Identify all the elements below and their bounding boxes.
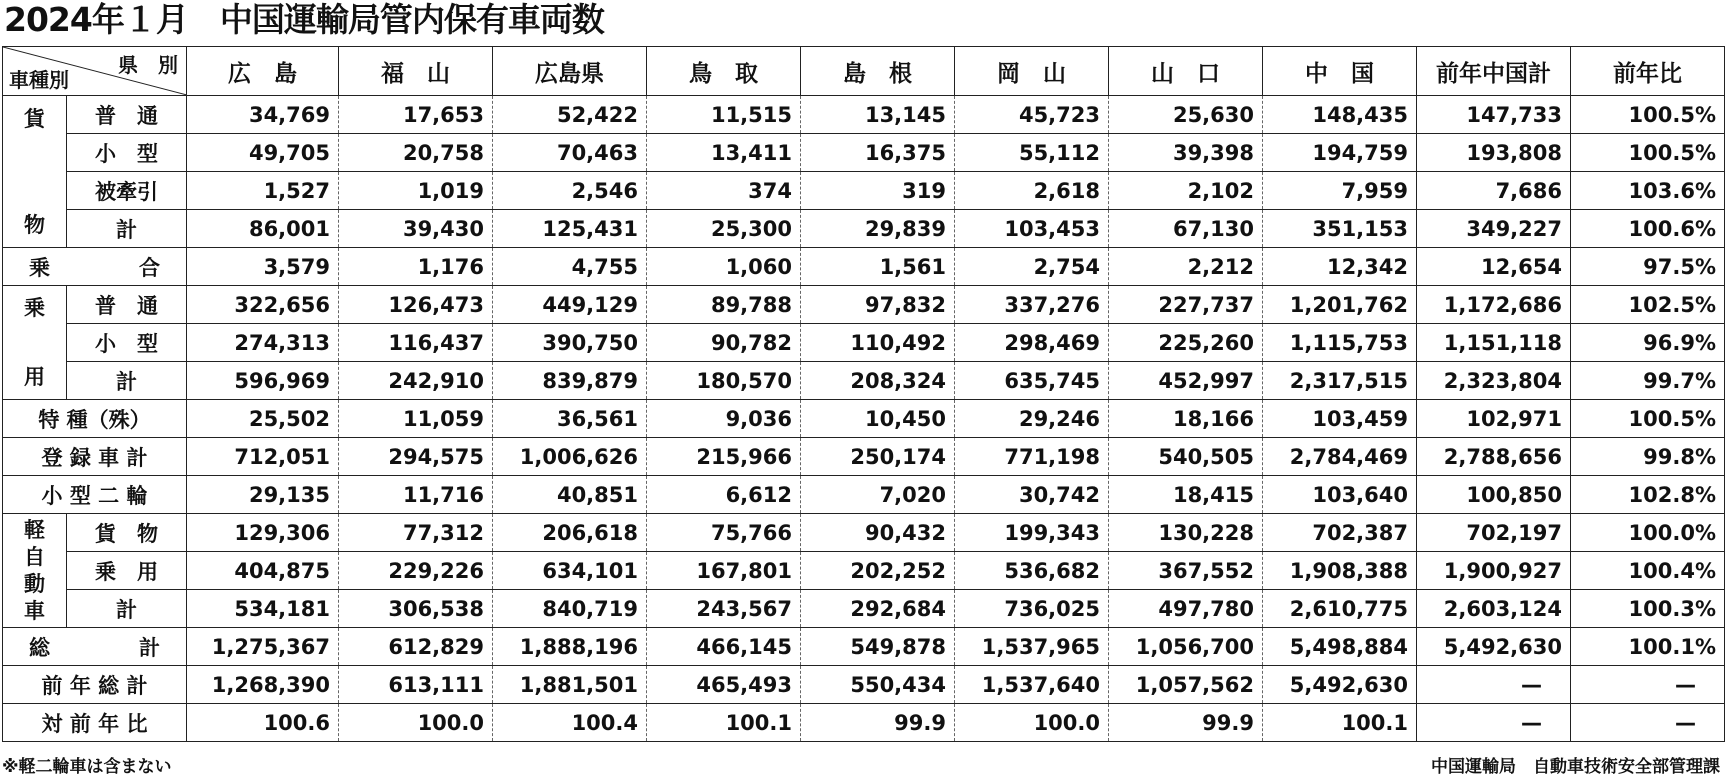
value-cell: 147,733 [1417,96,1571,134]
value-cell: 2,323,804 [1417,362,1571,400]
value-cell: 2,618 [955,172,1109,210]
value-cell: 208,324 [801,362,955,400]
value-cell: 7,959 [1263,172,1417,210]
value-cell: 702,197 [1417,514,1571,552]
value-cell: 100.4% [1571,552,1725,590]
value-cell: 100.6% [1571,210,1725,248]
value-cell: 103,453 [955,210,1109,248]
value-cell: 2,212 [1109,248,1263,286]
value-cell: 13,411 [647,134,801,172]
col-header: 島 根 [801,47,955,96]
group-label-jouyou-char: 乗 [24,296,45,320]
value-cell: 7,686 [1417,172,1571,210]
table-row [3,362,1725,400]
row-sublabel: 普 通 [67,96,187,134]
value-cell: 2,754 [955,248,1109,286]
value-cell: 29,135 [187,476,339,514]
group-label-kei-char: 車 [24,598,45,623]
col-header: 福 山 [339,47,493,96]
value-cell: 39,398 [1109,134,1263,172]
value-cell: 103,459 [1263,400,1417,438]
value-cell: 242,910 [339,362,493,400]
value-cell: 39,430 [339,210,493,248]
value-cell: 100.5% [1571,400,1725,438]
row-label-noriai-b: 合 [139,255,160,280]
value-cell: 294,575 [339,438,493,476]
value-cell: 4,755 [493,248,647,286]
header-row [3,47,1725,96]
table-row [3,438,1725,476]
value-cell: 11,059 [339,400,493,438]
value-cell: 103,640 [1263,476,1417,514]
value-cell: 18,166 [1109,400,1263,438]
value-cell: 351,153 [1263,210,1417,248]
group-label-kamotsu-char: 物 [24,212,45,237]
table-row [3,248,1725,286]
row-sublabel: 普 通 [67,286,187,324]
corner-top-label: 県 別 [118,53,178,77]
value-cell: 225,260 [1109,324,1263,362]
table-row [3,324,1725,362]
row-sublabel: 被牽引 [67,172,187,210]
page-title: 2024年１月 中国運輸局管内保有車両数 [4,0,604,39]
value-cell: 96.9% [1571,324,1725,362]
value-cell: 13,145 [801,96,955,134]
value-cell: 206,618 [493,514,647,552]
value-cell: 243,567 [647,590,801,628]
value-cell: 129,306 [187,514,339,552]
value-cell: 306,538 [339,590,493,628]
table-row [3,628,1725,666]
col-header: 山 口 [1109,47,1263,96]
value-cell: 99.8% [1571,438,1725,476]
value-cell: 250,174 [801,438,955,476]
row-sublabel: 計 [67,362,187,400]
value-cell: 10,450 [801,400,955,438]
value-cell: 148,435 [1263,96,1417,134]
footnote: ※軽二輪車は含まない [2,757,172,777]
group-label-kamotsu-char: 貨 [24,106,45,131]
value-cell: 29,839 [801,210,955,248]
value-cell: 110,492 [801,324,955,362]
row-label-soukei-b: 計 [139,635,160,660]
value-cell: 274,313 [187,324,339,362]
col-header: 広島県 [493,47,647,96]
value-cell: 613,111 [339,666,493,704]
value-cell: 1,888,196 [493,628,647,666]
value-cell: 227,737 [1109,286,1263,324]
value-cell: 90,432 [801,514,955,552]
value-cell: 6,612 [647,476,801,514]
value-cell: 839,879 [493,362,647,400]
value-cell: 99.7% [1571,362,1725,400]
value-cell: 17,653 [339,96,493,134]
value-cell: 100.1 [1263,704,1417,742]
table-row [3,134,1725,172]
value-cell: 322,656 [187,286,339,324]
value-cell: 75,766 [647,514,801,552]
value-cell: 25,300 [647,210,801,248]
value-cell: 534,181 [187,590,339,628]
value-cell: 20,758 [339,134,493,172]
group-label-kamotsu [3,96,67,248]
table-row [3,590,1725,628]
value-cell: 100.0 [339,704,493,742]
row-sublabel: 計 [67,590,187,628]
value-cell: 202,252 [801,552,955,590]
value-cell: 702,387 [1263,514,1417,552]
value-cell: 116,437 [339,324,493,362]
group-label-kei-char: 動 [24,571,45,596]
table-row [3,704,1725,742]
value-cell: 229,226 [339,552,493,590]
value-cell: 1,527 [187,172,339,210]
row-sublabel: 計 [67,210,187,248]
value-cell: 7,020 [801,476,955,514]
value-cell: 3,579 [187,248,339,286]
value-cell: 45,723 [955,96,1109,134]
row-label-soukei [3,628,187,666]
value-cell: 125,431 [493,210,647,248]
value-cell: 1,057,562 [1109,666,1263,704]
value-cell: 298,469 [955,324,1109,362]
value-cell: 1,176 [339,248,493,286]
value-cell: 1,881,501 [493,666,647,704]
value-cell: 1,268,390 [187,666,339,704]
value-cell: 36,561 [493,400,647,438]
value-cell: 18,415 [1109,476,1263,514]
value-cell: 126,473 [339,286,493,324]
value-cell: 194,759 [1263,134,1417,172]
value-cell: 90,782 [647,324,801,362]
value-cell: 2,788,656 [1417,438,1571,476]
row-sublabel: 乗 用 [67,552,187,590]
value-cell: 70,463 [493,134,647,172]
col-header: 広 島 [187,47,339,96]
value-cell: 367,552 [1109,552,1263,590]
group-label-kei-stack [3,517,66,624]
value-cell: 319 [801,172,955,210]
value-cell: 16,375 [801,134,955,172]
value-cell: — [1571,666,1725,704]
value-cell: 102.5% [1571,286,1725,324]
value-cell: — [1571,704,1725,742]
table-row [3,514,1725,552]
value-cell: 550,434 [801,666,955,704]
value-cell: 30,742 [955,476,1109,514]
value-cell: 612,829 [339,628,493,666]
value-cell: 100,850 [1417,476,1571,514]
group-label-jouyou [3,286,67,400]
value-cell: 1,201,762 [1263,286,1417,324]
value-cell: 1,275,367 [187,628,339,666]
group-label-kei-char: 軽 [24,517,45,542]
value-cell: 540,505 [1109,438,1263,476]
value-cell: 100.1% [1571,628,1725,666]
value-cell: 452,997 [1109,362,1263,400]
value-cell: — [1417,704,1571,742]
value-cell: 5,492,630 [1263,666,1417,704]
table-row [3,96,1725,134]
value-cell: 100.5% [1571,96,1725,134]
value-cell: 1,019 [339,172,493,210]
group-label-kamotsu-stack [3,104,66,240]
value-cell: 349,227 [1417,210,1571,248]
value-cell: 86,001 [187,210,339,248]
value-cell: 29,246 [955,400,1109,438]
row-sublabel: 小 型 [67,134,187,172]
value-cell: 40,851 [493,476,647,514]
value-cell: 2,610,775 [1263,590,1417,628]
row-label-kogata2: 小 型 二 輪 [3,476,187,514]
value-cell: 536,682 [955,552,1109,590]
value-cell: 167,801 [647,552,801,590]
value-cell: 1,115,753 [1263,324,1417,362]
table-row [3,400,1725,438]
value-cell: 1,908,388 [1263,552,1417,590]
group-label-jouyou-stack [3,293,66,392]
row-label-zennen: 前 年 総 計 [3,666,187,704]
value-cell: 180,570 [647,362,801,400]
group-label-jouyou-char: 用 [24,365,45,389]
value-cell: 99.9 [801,704,955,742]
value-cell: 2,784,469 [1263,438,1417,476]
value-cell: 374 [647,172,801,210]
value-cell: 635,745 [955,362,1109,400]
value-cell: 12,654 [1417,248,1571,286]
table-row [3,476,1725,514]
value-cell: 100.0 [955,704,1109,742]
value-cell: 11,716 [339,476,493,514]
value-cell: 1,006,626 [493,438,647,476]
value-cell: 52,422 [493,96,647,134]
value-cell: 49,705 [187,134,339,172]
value-cell: 2,546 [493,172,647,210]
value-cell: 100.1 [647,704,801,742]
value-cell: 840,719 [493,590,647,628]
value-cell: 2,317,515 [1263,362,1417,400]
value-cell: 712,051 [187,438,339,476]
value-cell: 89,788 [647,286,801,324]
value-cell: 449,129 [493,286,647,324]
value-cell: — [1417,666,1571,704]
table-row [3,210,1725,248]
value-cell: 25,630 [1109,96,1263,134]
group-label-kei [3,514,67,628]
value-cell: 97,832 [801,286,955,324]
value-cell: 404,875 [187,552,339,590]
corner-bottom-label: 車種別 [9,68,69,92]
value-cell: 102.8% [1571,476,1725,514]
corner-header [3,47,187,96]
value-cell: 1,056,700 [1109,628,1263,666]
value-cell: 5,492,630 [1417,628,1571,666]
row-label-noriai-text [3,252,186,282]
row-label-tokushu: 特 種（殊） [3,400,187,438]
value-cell: 55,112 [955,134,1109,172]
value-cell: 100.4 [493,704,647,742]
value-cell: 11,515 [647,96,801,134]
value-cell: 199,343 [955,514,1109,552]
value-cell: 771,198 [955,438,1109,476]
value-cell: 100.0% [1571,514,1725,552]
value-cell: 549,878 [801,628,955,666]
value-cell: 465,493 [647,666,801,704]
col-header: 前年比 [1571,47,1725,96]
value-cell: 67,130 [1109,210,1263,248]
value-cell: 466,145 [647,628,801,666]
group-label-kei-char: 自 [24,544,45,569]
col-header: 中 国 [1263,47,1417,96]
value-cell: 2,102 [1109,172,1263,210]
value-cell: 634,101 [493,552,647,590]
value-cell: 292,684 [801,590,955,628]
value-cell: 100.3% [1571,590,1725,628]
value-cell: 1,151,118 [1417,324,1571,362]
value-cell: 100.5% [1571,134,1725,172]
row-label-soukei-a: 総 [29,635,50,660]
value-cell: 1,900,927 [1417,552,1571,590]
table-row [3,552,1725,590]
row-sublabel: 貨 物 [67,514,187,552]
row-label-taizen: 対 前 年 比 [3,704,187,742]
col-header: 前年中国計 [1417,47,1571,96]
value-cell: 1,172,686 [1417,286,1571,324]
row-label-soukei-text [3,632,186,662]
value-cell: 103.6% [1571,172,1725,210]
value-cell: 497,780 [1109,590,1263,628]
value-cell: 102,971 [1417,400,1571,438]
row-sublabel: 小 型 [67,324,187,362]
value-cell: 337,276 [955,286,1109,324]
value-cell: 12,342 [1263,248,1417,286]
source-credit: 中国運輸局 自動車技術安全部管理課 [1431,757,1720,777]
row-label-noriai-a: 乗 [29,255,50,280]
value-cell: 97.5% [1571,248,1725,286]
value-cell: 9,036 [647,400,801,438]
table-row [3,666,1725,704]
table-row [3,172,1725,210]
row-label-noriai [3,248,187,286]
value-cell: 193,808 [1417,134,1571,172]
value-cell: 1,537,640 [955,666,1109,704]
vehicle-count-table [2,46,1725,742]
col-header: 鳥 取 [647,47,801,96]
value-cell: 1,561 [801,248,955,286]
col-header: 岡 山 [955,47,1109,96]
value-cell: 2,603,124 [1417,590,1571,628]
value-cell: 25,502 [187,400,339,438]
value-cell: 736,025 [955,590,1109,628]
row-label-touroku: 登 録 車 計 [3,438,187,476]
value-cell: 34,769 [187,96,339,134]
value-cell: 130,228 [1109,514,1263,552]
value-cell: 390,750 [493,324,647,362]
value-cell: 100.6 [187,704,339,742]
value-cell: 596,969 [187,362,339,400]
value-cell: 5,498,884 [1263,628,1417,666]
value-cell: 1,060 [647,248,801,286]
value-cell: 1,537,965 [955,628,1109,666]
value-cell: 215,966 [647,438,801,476]
value-cell: 99.9 [1109,704,1263,742]
table-row [3,286,1725,324]
value-cell: 77,312 [339,514,493,552]
